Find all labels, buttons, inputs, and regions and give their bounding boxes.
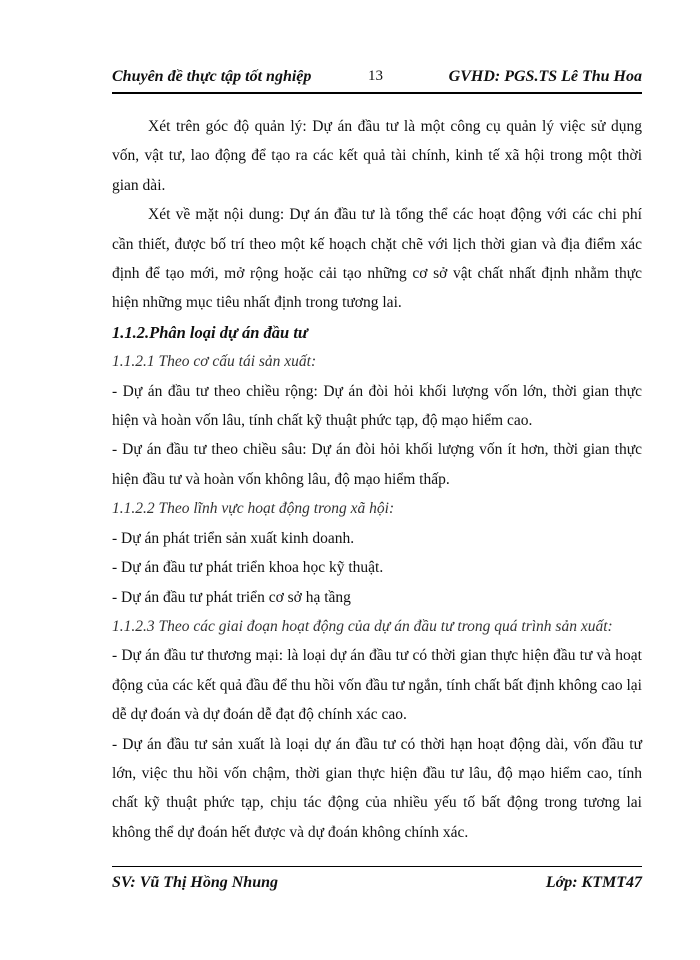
page-header	[112, 64, 642, 94]
footer-student: SV: Vũ Thị Hồng Nhung	[112, 874, 278, 891]
list-item: - Dự án đầu tư phát triển cơ sở hạ tầng	[112, 588, 351, 606]
document-body	[112, 112, 642, 847]
footer-class: Lớp: KTMT47	[545, 874, 642, 891]
list-item: - Dự án đầu tư phát triển khoa học kỹ thuật.	[112, 559, 384, 577]
page-number: 13	[368, 68, 383, 84]
list-item: - Dự án phát triển sản xuất kinh doanh.	[112, 529, 355, 547]
list-item: - Dự án đầu tư theo chiều rộng: Dự án đòi hỏi khối lượng vốn lớn, thời gian thực hiện và hoàn vốn lâu, tính chất kỹ thuật phức tạp, độ mạo hiểm cao.	[112, 382, 642, 430]
paragraph-content-view: Xét về mặt nội dung: Dự án đầu tư là tổng thể các hoạt động với các chi phí cần thiết, được bố trí theo một kế hoạch chặt chẽ với lịch thời gian và địa điểm xác định để tạo mới, mở rộng hoặc cải tạo những cơ sở vật chất nhất định nhằm thực hiện những mục tiêu nhất định trong tương lai.	[112, 206, 642, 312]
subsection-heading-3: 1.1.2.3 Theo các giai đoạn hoạt động của dự án đầu tư trong quá trình sản xuất:	[112, 617, 613, 635]
page-footer	[112, 866, 642, 897]
section-heading: 1.1.2.Phân loại dự án đầu tư	[112, 322, 308, 342]
list-item: - Dự án đầu tư theo chiều sâu: Dự án đòi hỏi khối lượng vốn ít hơn, thời gian thực hiện đầu tư và hoàn vốn không lâu, độ mạo hiểm thấp.	[112, 441, 642, 488]
header-supervisor: GVHD: PGS.TS Lê Thu Hoa	[448, 68, 642, 85]
list-item: - Dự án đầu tư thương mại: là loại dự án đầu tư có thời gian thực hiện đầu tư và hoạt động của các kết quả đầu để thu hồi vốn đầu tư ngắn, tính chất bất định không cao lại dễ dự đoán và dự đoán dễ đạt độ chính xác cao.	[112, 647, 642, 724]
paragraph-management-view: Xét trên góc độ quản lý: Dự án đầu tư là một công cụ quản lý việc sử dụng vốn, vật tư, lao động để tạo ra các kết quả tài chính, kinh tế xã hội trong một thời gian dài.	[112, 118, 642, 194]
list-item: - Dự án đầu tư sản xuất là loại dự án đầu tư có thời hạn hoạt động dài, vốn đầu tư lớn, việc thu hồi vốn chậm, thời gian thực hiện đầu tư lâu, độ mạo hiểm cao, tính chất kỹ thuật phức tạp, chịu tác động của nhiều yếu tố bất động trong tương lai không thể dự đoán hết được và dự đoán không chính xác.	[112, 735, 642, 841]
subsection-heading-1: 1.1.2.1 Theo cơ cấu tái sản xuất:	[112, 353, 317, 371]
subsection-heading-2: 1.1.2.2 Theo lĩnh vực hoạt động trong xã hội:	[112, 500, 395, 518]
header-title: Chuyên đề thực tập tốt nghiệp	[112, 68, 312, 85]
